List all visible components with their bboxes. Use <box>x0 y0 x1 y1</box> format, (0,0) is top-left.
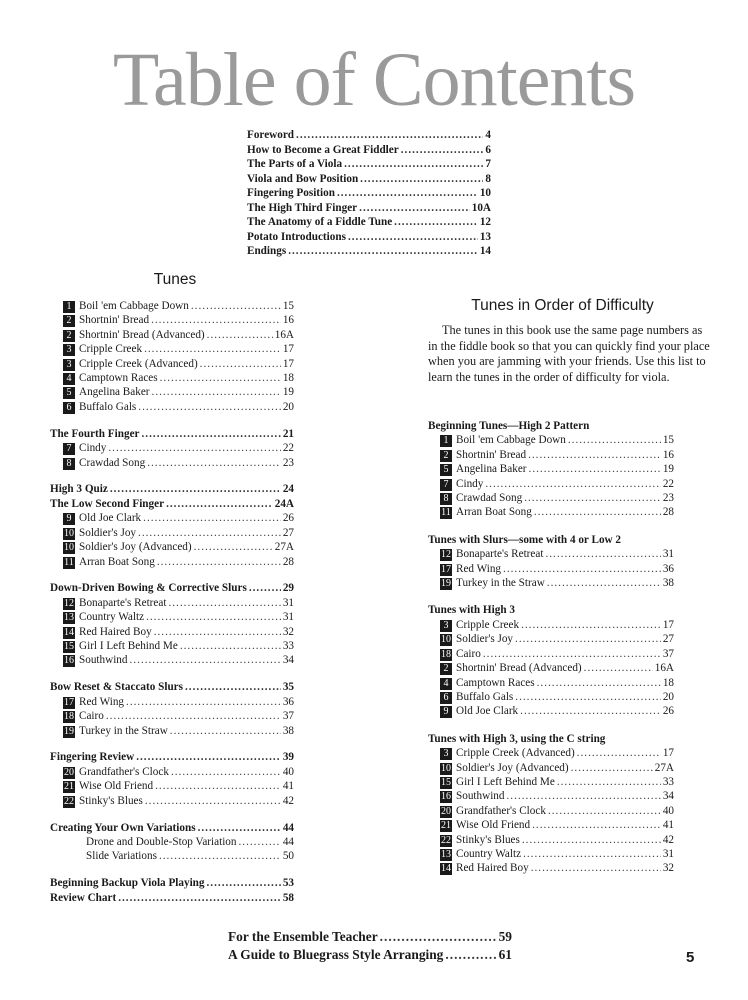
tunes-heading: Tunes <box>153 271 197 288</box>
section-heading-row[interactable]: Fingering Review ..... 39 <box>50 750 294 764</box>
list-item[interactable]: 12 Bonaparte's Retreat ..... 31 <box>50 596 294 610</box>
list-item[interactable]: 20 Grandfather's Clock ..... 40 <box>50 765 294 779</box>
list-item[interactable]: 19 Turkey in the Straw ..... 38 <box>428 576 674 590</box>
tune-number: 16 <box>441 791 451 803</box>
list-item[interactable]: 3 Cripple Creek ..... 17 <box>50 342 294 356</box>
tune-number: 7 <box>63 443 75 455</box>
list-item[interactable]: 17 Red Wing ..... 36 <box>428 562 674 576</box>
list-item[interactable]: 13 Country Waltz ..... 31 <box>428 847 674 861</box>
tune-group <box>50 876 294 905</box>
list-item[interactable]: 3 Cripple Creek (Advanced) ..... 17 <box>428 746 674 760</box>
list-item[interactable]: 14 Red Haired Boy ..... 32 <box>50 625 294 639</box>
section-heading-row[interactable]: Creating Your Own Variations ..... 44 <box>50 821 294 835</box>
list-item[interactable]: 16 Southwind ..... 34 <box>428 789 674 803</box>
tune-number: 3 <box>63 359 75 371</box>
tune-number: 20 <box>64 766 74 778</box>
toc-row[interactable]: Foreword ..... 4 <box>247 128 491 143</box>
difficulty-group <box>428 603 674 718</box>
list-item[interactable]: 10 Soldier's Joy (Advanced) ..... 27A <box>50 540 294 554</box>
tune-number: 16 <box>64 655 74 667</box>
list-item[interactable]: 8 Crawdad Song ..... 23 <box>428 491 674 505</box>
tune-number: 15 <box>441 776 451 788</box>
list-item[interactable]: 7 Cindy ..... 22 <box>50 441 294 455</box>
list-item[interactable]: Drone and Double-Stop Variation ..... 44 <box>50 835 294 849</box>
tune-number: 6 <box>63 402 75 414</box>
list-item[interactable]: 9 Old Joe Clark ..... 26 <box>50 511 294 525</box>
toc-row[interactable]: Fingering Position ..... 10 <box>247 186 491 201</box>
toc-row[interactable]: How to Become a Great Fiddler ..... 6 <box>247 143 491 158</box>
list-item[interactable]: 4 Camptown Races ..... 18 <box>50 371 294 385</box>
list-item[interactable]: 18 Cairo ..... 37 <box>428 647 674 661</box>
list-item[interactable]: 11 Arran Boat Song ..... 28 <box>50 555 294 569</box>
tune-number: 2 <box>440 450 452 462</box>
toc-row[interactable]: A Guide to Bluegrass Style Arranging ..... 61 <box>228 946 512 964</box>
difficulty-group <box>428 533 674 591</box>
list-item[interactable]: 3 Cripple Creek ..... 17 <box>428 618 674 632</box>
tune-number: 18 <box>441 648 451 660</box>
list-item[interactable]: 10 Soldier's Joy (Advanced) ..... 27A <box>428 761 674 775</box>
page-title: Table of Contents <box>112 38 636 122</box>
list-item[interactable]: 15 Girl I Left Behind Me ..... 33 <box>428 775 674 789</box>
section-heading-row[interactable]: Beginning Backup Viola Playing ..... 53 <box>50 876 294 890</box>
list-item[interactable]: 9 Old Joe Clark ..... 26 <box>428 704 674 718</box>
list-item[interactable]: Slide Variations ..... 50 <box>50 849 294 863</box>
tune-number: 9 <box>440 706 452 718</box>
list-item[interactable]: 5 Angelina Baker ..... 19 <box>50 385 294 399</box>
difficulty-intro: The tunes in this book use the same page numbers as in the fiddle book so that you can quickly find your place when you are jamming with your friends. Use this list to learn the tunes in the order of difficulty for viola. <box>428 323 710 384</box>
difficulty-group-heading: Tunes with High 3, using the C string <box>428 732 606 745</box>
tune-number: 5 <box>440 464 452 476</box>
tune-number: 10 <box>441 762 451 774</box>
list-item[interactable]: 13 Country Waltz ..... 31 <box>50 610 294 624</box>
tune-number: 1 <box>440 435 452 447</box>
section-heading-row[interactable]: The Fourth Finger ..... 21 <box>50 427 294 441</box>
toc-row[interactable]: Viola and Bow Position ..... 8 <box>247 172 491 187</box>
list-item[interactable]: 20 Grandfather's Clock ..... 40 <box>428 804 674 818</box>
tune-number: 22 <box>441 834 451 846</box>
difficulty-group-heading: Beginning Tunes—High 2 Pattern <box>428 420 590 432</box>
tune-group <box>50 581 294 667</box>
list-item[interactable]: 19 Turkey in the Straw ..... 38 <box>50 724 294 738</box>
tune-number: 18 <box>64 711 74 723</box>
tune-group <box>50 427 294 470</box>
tune-number: 3 <box>63 344 75 356</box>
list-item[interactable]: 17 Red Wing ..... 36 <box>50 695 294 709</box>
section-heading-row[interactable]: Down-Driven Bowing & Corrective Slurs ..... 29 <box>50 581 294 595</box>
tune-number: 5 <box>63 387 75 399</box>
difficulty-heading: Tunes in Order of Difficulty <box>471 297 654 314</box>
tunes-list <box>50 299 294 918</box>
back-matter-list <box>228 928 512 963</box>
tune-number: 3 <box>440 748 452 760</box>
tune-number: 3 <box>440 620 452 632</box>
tune-group <box>50 299 294 414</box>
list-item[interactable]: 22 Stinky's Blues ..... 42 <box>50 794 294 808</box>
tune-number: 8 <box>63 458 75 470</box>
tune-number: 17 <box>441 563 451 575</box>
tune-number: 22 <box>64 795 74 807</box>
tune-number: 2 <box>63 315 75 327</box>
tune-number: 6 <box>440 692 452 704</box>
list-item[interactable]: 22 Stinky's Blues ..... 42 <box>428 833 674 847</box>
list-item[interactable]: 2 Shortnin' Bread ..... 16 <box>428 448 674 462</box>
tune-number: 21 <box>441 820 451 832</box>
tune-number: 15 <box>64 641 74 653</box>
toc-row[interactable]: The Parts of a Viola ..... 7 <box>247 157 491 172</box>
list-item[interactable]: 11 Arran Boat Song ..... 28 <box>428 505 674 519</box>
toc-row[interactable]: Potato Introductions ..... 13 <box>247 230 491 245</box>
toc-row[interactable]: The High Third Finger ..... 10A <box>247 201 491 216</box>
tune-number: 17 <box>64 696 74 708</box>
list-item[interactable]: 16 Southwind ..... 34 <box>50 653 294 667</box>
tune-number: 9 <box>63 513 75 525</box>
tune-group <box>50 680 294 738</box>
tune-number: 10 <box>441 634 451 646</box>
difficulty-group <box>428 732 674 876</box>
section-heading-row[interactable]: The Low Second Finger ..... 24A <box>50 497 294 511</box>
tune-number: 20 <box>441 805 451 817</box>
tune-number: 7 <box>440 479 452 491</box>
tune-number: 1 <box>63 301 75 313</box>
list-item[interactable]: 1 Boil 'em Cabbage Down ..... 15 <box>428 433 674 447</box>
list-item[interactable]: 12 Bonaparte's Retreat ..... 31 <box>428 547 674 561</box>
tune-group <box>50 821 294 864</box>
list-item[interactable]: 4 Camptown Races ..... 18 <box>428 676 674 690</box>
tune-number: 10 <box>64 527 74 539</box>
tune-number: 2 <box>63 330 75 342</box>
difficulty-group <box>428 419 674 520</box>
list-item[interactable]: 10 Soldier's Joy ..... 27 <box>428 632 674 646</box>
tune-number: 2 <box>440 663 452 675</box>
list-item[interactable]: 5 Angelina Baker ..... 19 <box>428 462 674 476</box>
tune-number: 8 <box>440 493 452 505</box>
difficulty-group-heading: Tunes with High 3 <box>428 604 515 617</box>
list-item[interactable]: 21 Wise Old Friend ..... 41 <box>50 779 294 793</box>
tune-number: 11 <box>441 507 451 519</box>
tune-number: 4 <box>440 678 452 690</box>
section-heading-row[interactable]: High 3 Quiz ..... 24 <box>50 482 294 496</box>
tune-number: 12 <box>441 549 451 561</box>
list-item[interactable]: 6 Buffalo Gals ..... 20 <box>50 400 294 414</box>
tune-number: 10 <box>64 542 74 554</box>
tune-number: 19 <box>441 578 451 590</box>
list-item[interactable]: 18 Cairo ..... 37 <box>50 709 294 723</box>
tune-group <box>50 750 294 808</box>
tune-group <box>50 482 294 568</box>
section-heading-row[interactable]: Bow Reset & Staccato Slurs ..... 35 <box>50 680 294 694</box>
tune-number: 19 <box>64 725 74 737</box>
tune-number: 14 <box>441 863 451 875</box>
tune-number: 21 <box>64 781 74 793</box>
tune-number: 11 <box>64 556 74 568</box>
list-item[interactable]: 6 Buffalo Gals ..... 20 <box>428 690 674 704</box>
tune-number: 12 <box>64 597 74 609</box>
difficulty-list <box>428 419 674 889</box>
list-item[interactable]: 7 Cindy ..... 22 <box>428 477 674 491</box>
toc-row[interactable]: Endings ..... 14 <box>247 244 491 259</box>
tune-number: 14 <box>64 626 74 638</box>
list-item[interactable]: 21 Wise Old Friend ..... 41 <box>428 818 674 832</box>
list-item[interactable]: 15 Girl I Left Behind Me ..... 33 <box>50 639 294 653</box>
list-item[interactable]: 3 Cripple Creek (Advanced) ..... 17 <box>50 357 294 371</box>
list-item[interactable]: 8 Crawdad Song ..... 23 <box>50 456 294 470</box>
toc-row[interactable]: The Anatomy of a Fiddle Tune ..... 12 <box>247 215 491 230</box>
list-item[interactable]: 2 Shortnin' Bread (Advanced) ..... 16A <box>50 328 294 342</box>
list-item[interactable]: 2 Shortnin' Bread ..... 16 <box>50 313 294 327</box>
difficulty-group-heading: Tunes with Slurs—some with 4 or Low 2 <box>428 533 622 546</box>
list-item[interactable]: 2 Shortnin' Bread (Advanced) ..... 16A <box>428 661 674 675</box>
page-number: 5 <box>686 949 695 966</box>
list-item[interactable]: 14 Red Haired Boy ..... 32 <box>428 861 674 875</box>
toc-row[interactable]: For the Ensemble Teacher ..... 59 <box>228 928 512 946</box>
tune-number: 13 <box>441 848 451 860</box>
section-heading-row[interactable]: Review Chart ..... 58 <box>50 891 294 905</box>
front-matter-list <box>247 128 491 259</box>
tune-number: 13 <box>64 612 74 624</box>
list-item[interactable]: 10 Soldier's Joy ..... 27 <box>50 526 294 540</box>
list-item[interactable]: 1 Boil 'em Cabbage Down ..... 15 <box>50 299 294 313</box>
tune-number: 4 <box>63 373 75 385</box>
